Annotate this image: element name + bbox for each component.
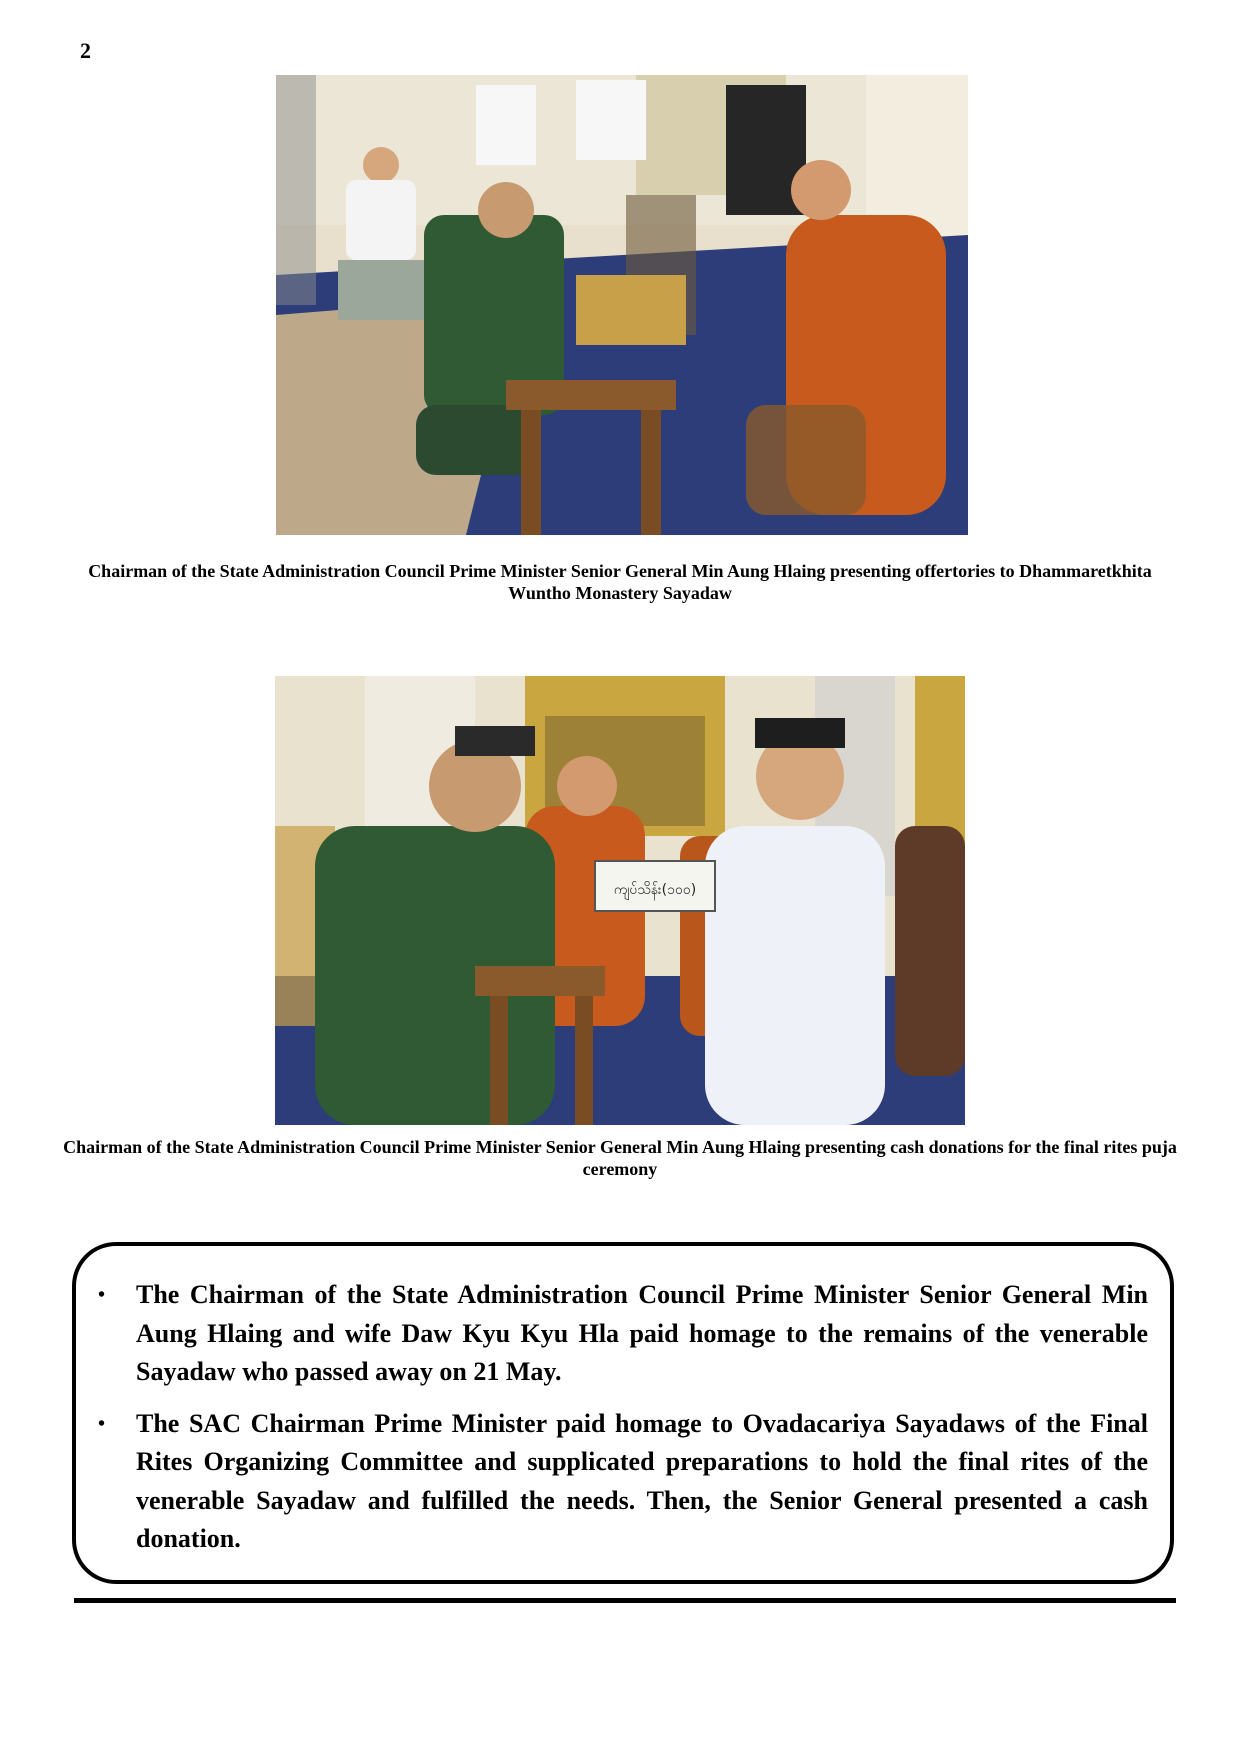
summary-point-text: The Chairman of the State Administration Council Prime Minister Senior General Min Aung Hlaing and wife Daw Kyu Kyu Hla paid homage to the remains of the venerable Sayadaw who passed away on 21 May. [136,1280,1148,1386]
summary-list [98,1276,1148,1572]
summary-box [72,1242,1174,1584]
photo-caption: Chairman of the State Administration Council Prime Minister Senior General Min Aung Hlaing presenting offertories to Dhammaretkhita Wuntho Monastery Sayadaw [88,561,1152,603]
summary-point [98,1405,1148,1559]
horizontal-divider [74,1598,1176,1603]
summary-point [98,1276,1148,1392]
bullet-icon: • [98,1284,106,1306]
cash-box-label: ကျပ်သိန်း(၁၀၀) [613,882,697,898]
photo-cash-donation [275,676,965,1125]
summary-point-text: The SAC Chairman Prime Minister paid homage to Ovadacariya Sayadaws of the Final Rites Organizing Committee and supplicated preparations to hold the final rites of the venerable Sayadaw and fulfilled the needs. Then, the Senior General presented a cash donation. [136,1408,1148,1553]
bullet-icon: • [98,1412,106,1435]
photo-caption: Chairman of the State Administration Council Prime Minister Senior General Min Aung Hlaing presenting cash donations for the final rites puja ceremony [63,1137,1177,1179]
page-number: 2 [80,38,91,63]
photo-offertories [276,75,968,535]
